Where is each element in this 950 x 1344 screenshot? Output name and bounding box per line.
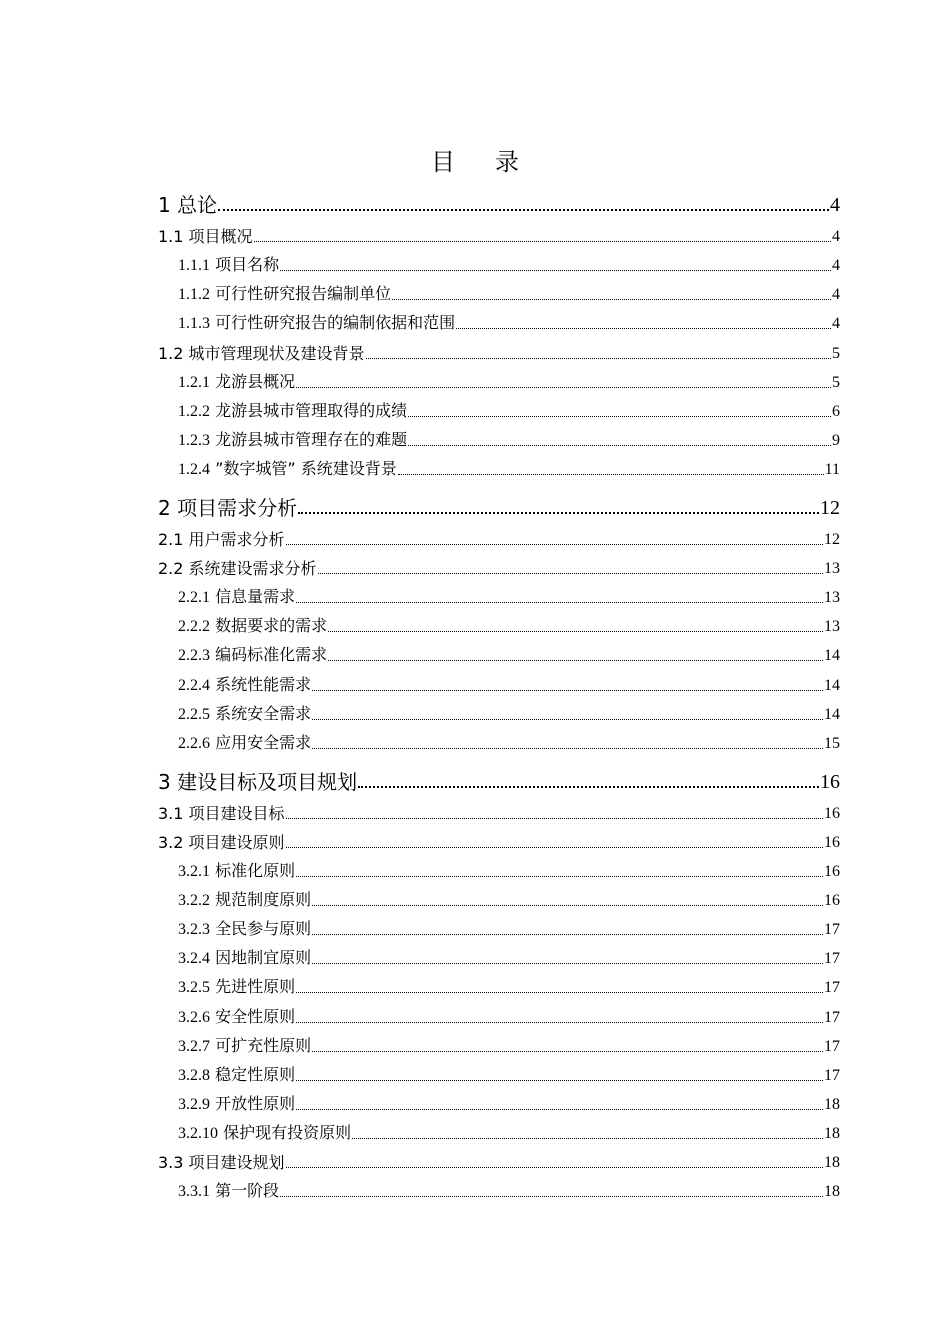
toc-entry[interactable] [158, 524, 840, 550]
title-char-2: 录 [495, 148, 519, 176]
toc-entry[interactable] [158, 1176, 840, 1202]
toc-entry[interactable] [158, 972, 840, 998]
toc-entry-page: 15 [824, 734, 840, 752]
toc-entry-number: 1.2.2 [178, 402, 210, 420]
toc-entry[interactable] [158, 1118, 840, 1144]
toc-entry-label [158, 833, 285, 853]
toc-entry-text: 项目建设目标 [188, 803, 285, 823]
toc-entry-page: 17 [824, 1066, 840, 1084]
toc-entry-page: 5 [832, 373, 840, 391]
toc-entry-label [178, 372, 295, 393]
toc-entry-page: 11 [824, 460, 840, 478]
toc-entry-page: 18 [824, 1124, 840, 1142]
toc-entry-text: ”数字城管” 系统建设背景 [215, 458, 397, 478]
toc-entry-page: 12 [824, 531, 840, 548]
toc-entry-number: 3.2.1 [178, 863, 210, 880]
toc-entry[interactable] [158, 221, 840, 247]
toc-entry-text: 标准化原则 [215, 861, 296, 880]
toc-entry-number: 3.3.1 [178, 1183, 210, 1201]
toc-entry-text: 系统性能需求 [215, 674, 312, 694]
toc-entry-label [178, 733, 311, 754]
toc-entry-text: 稳定性原则 [215, 1064, 296, 1084]
toc-entry-page: 5 [832, 344, 840, 362]
toc-entry-label [178, 675, 311, 696]
toc-entry-number: 2 [158, 495, 171, 520]
toc-entry-page: 18 [824, 1095, 840, 1113]
toc-entry-number: 3.2.2 [178, 892, 210, 910]
toc-entry[interactable] [158, 367, 840, 393]
toc-entry-label [178, 919, 311, 940]
toc-entry[interactable] [158, 827, 840, 853]
dot-leader [296, 387, 831, 388]
toc-entry-number: 3.1 [158, 803, 184, 823]
toc-entry-label [178, 430, 407, 451]
dot-leader [328, 660, 823, 661]
toc-entry-text: 项目名称 [215, 255, 280, 275]
dot-leader [398, 474, 824, 475]
toc-entry-text: 系统安全需求 [215, 703, 312, 723]
toc-entry[interactable] [158, 670, 840, 696]
toc-entry-number: 3.2.4 [178, 950, 210, 968]
toc-entry-page: 18 [824, 1183, 840, 1201]
dot-leader [296, 1109, 823, 1110]
dot-leader [312, 963, 823, 964]
toc-entry[interactable] [158, 1002, 840, 1028]
toc-entry-text: 信息量需求 [215, 587, 296, 607]
toc-entry-text: 全民参与原则 [215, 919, 312, 939]
toc-entry-page: 16 [824, 804, 840, 822]
toc-entry-label [178, 616, 327, 637]
toc-entry-page: 14 [824, 676, 840, 694]
toc-entry-text: 可行性研究报告编制单位 [215, 284, 392, 304]
toc-entry[interactable] [158, 454, 840, 480]
toc-entry-number: 1 [158, 193, 171, 217]
toc-entry-page: 14 [824, 647, 840, 665]
toc-entry-page: 4 [830, 194, 840, 216]
toc-entry-label [178, 1123, 351, 1144]
toc-entry-page: 13 [824, 618, 840, 636]
toc-entry[interactable] [158, 943, 840, 969]
toc-entry-label [178, 861, 295, 882]
toc-entry-page: 13 [824, 589, 840, 607]
dot-leader [312, 690, 823, 691]
toc-entry-number: 1.2.1 [178, 373, 210, 391]
toc-entry-label [178, 645, 327, 666]
toc-entry-text: 先进性原则 [215, 977, 296, 997]
dot-leader [312, 719, 823, 720]
toc-entry-text: 第一阶段 [215, 1181, 280, 1201]
toc-entry-number: 1.1.1 [178, 257, 210, 275]
dot-leader [352, 1138, 823, 1139]
toc-entry-text: 可行性研究报告的编制依据和范围 [215, 313, 456, 333]
toc-entry-number: 2.2.5 [178, 705, 210, 723]
dot-leader [296, 992, 823, 993]
toc-entry-page: 4 [832, 257, 840, 275]
toc-entry[interactable] [158, 885, 840, 911]
dot-leader [408, 416, 831, 417]
toc-entry-text: 龙游县城市管理取得的成绩 [215, 400, 408, 420]
toc-entry-text: 项目建设原则 [188, 832, 285, 852]
dot-leader [296, 1022, 823, 1023]
dot-leader [366, 358, 831, 359]
dot-leader [286, 1167, 823, 1168]
toc-entry-text: 规范制度原则 [215, 890, 312, 910]
toc-entry[interactable] [158, 1031, 840, 1057]
toc-entry-label [158, 804, 285, 824]
toc-entry-label [178, 313, 455, 334]
dot-leader [296, 1080, 823, 1081]
toc-entry-page: 4 [832, 315, 840, 333]
dot-leader [408, 445, 831, 446]
toc-entry-page: 4 [832, 228, 840, 246]
title-char-1: 目 [431, 148, 455, 176]
toc-entry[interactable] [158, 279, 840, 305]
toc-entry[interactable] [158, 425, 840, 451]
dot-leader [312, 905, 823, 906]
toc-entry[interactable] [158, 765, 840, 795]
toc-entry-label [178, 1181, 279, 1202]
toc-entry[interactable] [158, 553, 840, 579]
dot-leader [312, 934, 823, 935]
toc-entry[interactable] [158, 188, 840, 218]
toc-entry-text: 项目需求分析 [177, 495, 298, 520]
toc-entry-label [178, 284, 391, 305]
toc-entry-label [158, 192, 217, 218]
toc-entry-number: 3.2.7 [178, 1037, 210, 1055]
toc-entry-text: 总论 [177, 193, 218, 217]
toc-entry-label [158, 495, 297, 521]
toc-entry-label [178, 255, 279, 276]
toc-entry-number: 3.2.8 [178, 1066, 210, 1084]
toc-entry[interactable] [158, 308, 840, 334]
toc-entry-number: 2.2.4 [178, 676, 210, 694]
dot-leader [286, 544, 823, 545]
dot-leader [218, 209, 829, 211]
toc-entry-text: 保护现有投资原则 [223, 1122, 352, 1142]
toc-entry-page: 16 [824, 833, 840, 851]
toc-entry-number: 2.2 [158, 559, 184, 579]
toc-entry-page: 16 [824, 863, 840, 880]
toc-entry-label [178, 948, 311, 969]
toc-entry-page: 16 [824, 892, 840, 910]
toc-entry-label [178, 1094, 295, 1115]
toc-entry[interactable] [158, 491, 840, 521]
page-title [0, 144, 950, 180]
toc-entry-page: 17 [824, 921, 840, 939]
toc-entry-number: 1.1 [158, 227, 184, 247]
dot-leader [296, 876, 823, 877]
toc-entry[interactable] [158, 250, 840, 276]
dot-leader [312, 1051, 823, 1052]
toc-entry-text: 项目建设规划 [188, 1153, 285, 1172]
toc-entry-number: 3.2.3 [178, 921, 210, 939]
dot-leader [318, 573, 823, 574]
toc-entry-text: 安全性原则 [215, 1006, 296, 1026]
toc-entry-page: 12 [820, 496, 840, 519]
toc-entry-number: 3.2.9 [178, 1095, 210, 1113]
toc-entry-text: 用户需求分析 [188, 530, 285, 549]
toc-entry-page: 17 [824, 979, 840, 997]
toc-entry-label [158, 1153, 285, 1173]
toc-entry-label [178, 890, 311, 911]
toc-entry-label [158, 344, 365, 364]
dot-leader [254, 241, 831, 242]
toc-entry[interactable] [158, 798, 840, 824]
toc-entry-text: 数据要求的需求 [215, 616, 328, 636]
toc-entry-page: 14 [824, 705, 840, 723]
toc-entry-page: 9 [832, 431, 840, 449]
toc-entry-text: 龙游县城市管理存在的难题 [215, 429, 408, 449]
toc-entry-number: 1.2 [158, 343, 184, 363]
toc-entry[interactable] [158, 396, 840, 422]
toc-entry-page: 17 [824, 1037, 840, 1055]
toc-entry[interactable] [158, 1147, 840, 1173]
toc-entry-number: 2.2.1 [178, 589, 210, 607]
toc-entry-label [178, 1036, 311, 1057]
toc-entry-label [158, 227, 253, 247]
toc-entry[interactable] [158, 1060, 840, 1086]
toc-entry-number: 1.2.4 [178, 460, 210, 478]
toc-entry[interactable] [158, 338, 840, 364]
toc-entry-label [178, 1007, 295, 1028]
toc-entry-number: 2.2.2 [178, 618, 210, 636]
toc-entry-label [158, 530, 285, 550]
toc-entry-label [178, 587, 295, 608]
toc-entry-text: 系统建设需求分析 [188, 559, 317, 579]
toc-entry-page: 17 [824, 1008, 840, 1026]
dot-leader [286, 847, 823, 848]
toc-entry[interactable] [158, 699, 840, 725]
toc-entry-page: 18 [824, 1154, 840, 1171]
toc-entry-label [158, 559, 317, 579]
dot-leader [296, 602, 823, 603]
toc-entry-page: 4 [832, 286, 840, 304]
toc-entry[interactable] [158, 856, 840, 882]
toc-entry-text: 龙游县概况 [215, 371, 296, 391]
dot-leader [280, 270, 831, 271]
toc-entry[interactable] [158, 611, 840, 637]
toc-entry-number: 2.2.6 [178, 734, 210, 752]
toc-entry-label [178, 401, 407, 422]
toc-entry-label [178, 1065, 295, 1086]
toc-entry-number: 3.2.6 [178, 1008, 210, 1026]
toc-entry[interactable] [158, 728, 840, 754]
toc-entry-page: 16 [820, 770, 840, 793]
dot-leader [456, 328, 831, 329]
toc-entry-number: 3.3 [158, 1153, 184, 1172]
toc-entry[interactable] [158, 640, 840, 666]
toc-entry-text: 开放性原则 [215, 1093, 296, 1113]
toc-entry-label [178, 459, 397, 480]
toc-entry-number: 3.2.10 [178, 1124, 218, 1142]
toc-entry-label [178, 704, 311, 725]
toc-entry-page: 17 [824, 950, 840, 968]
toc-entry-text: 项目概况 [188, 227, 253, 247]
toc-entry-number: 2.1 [158, 530, 184, 549]
dot-leader [358, 786, 819, 788]
toc-entry-text: 建设目标及项目规划 [177, 769, 358, 794]
dot-leader [392, 299, 831, 300]
dot-leader [312, 748, 823, 749]
toc-entry[interactable] [158, 582, 840, 608]
toc-entry-text: 编码标准化需求 [215, 645, 328, 665]
toc-entry-text: 可扩充性原则 [215, 1035, 312, 1055]
toc-entry-number: 3 [158, 769, 171, 794]
toc-entry-label [178, 977, 295, 998]
toc-entry-number: 1.1.2 [178, 286, 210, 304]
dot-leader [328, 631, 823, 632]
toc-entry-number: 2.2.3 [178, 647, 210, 665]
dot-leader [298, 512, 819, 514]
toc-entry-page: 13 [824, 560, 840, 578]
toc-entry[interactable] [158, 914, 840, 940]
toc-entry-text: 应用安全需求 [215, 732, 312, 752]
toc-entry-number: 3.2.5 [178, 979, 210, 997]
toc-entry-text: 城市管理现状及建设背景 [188, 343, 365, 363]
dot-leader [286, 818, 823, 819]
toc-entry-label [158, 769, 357, 795]
dot-leader [280, 1196, 823, 1197]
toc-entry-number: 1.2.3 [178, 431, 210, 449]
toc-entry-page: 6 [832, 402, 840, 420]
toc-entry-number: 1.1.3 [178, 315, 210, 333]
toc-entry-text: 因地制宜原则 [215, 948, 312, 968]
toc-entry-number: 3.2 [158, 832, 184, 852]
toc-entry[interactable] [158, 1089, 840, 1115]
